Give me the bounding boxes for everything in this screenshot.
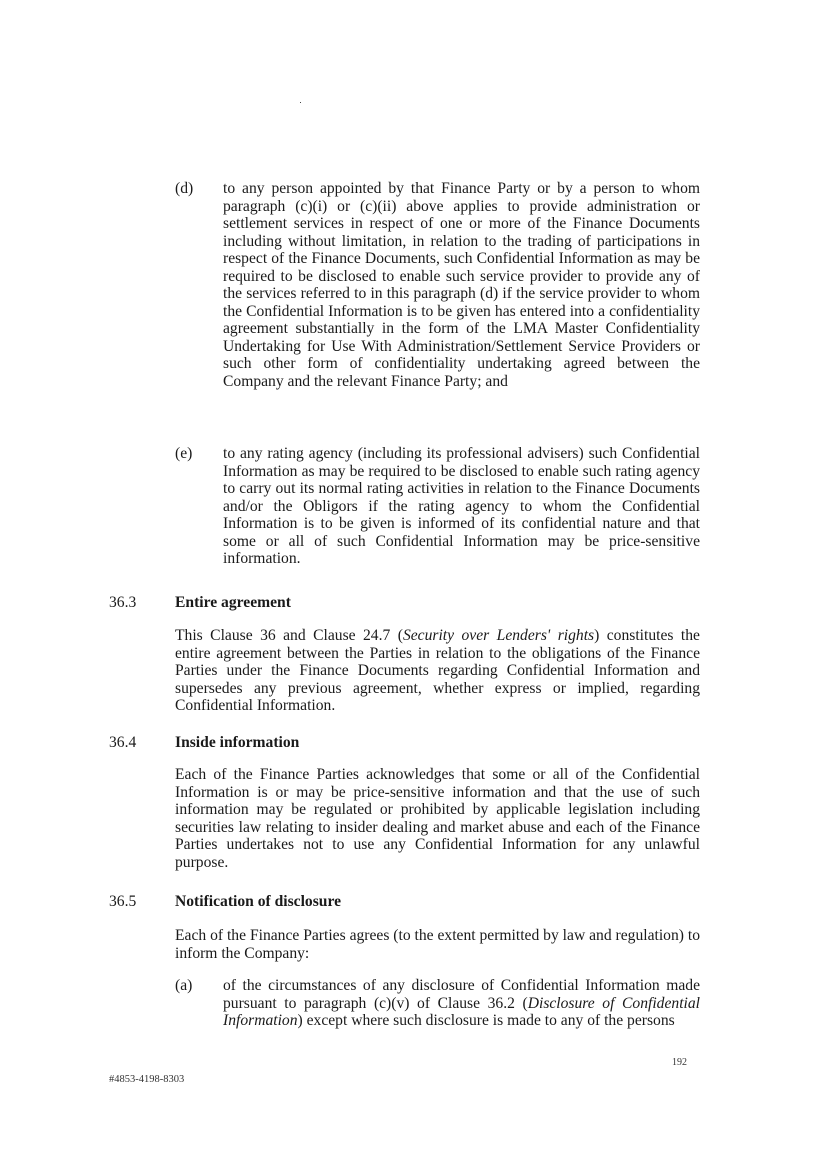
clause-36-3-text-after: ) constitutes the entire agreement between the Parties in relation to the obligations of the Finance Parties under the Finance Documents regarding Confidential Information and supersedes any previous agreement, whether express or implied, regarding Confidential Information. (175, 627, 700, 714)
clause-36-3-heading: Entire agreement (175, 594, 291, 611)
paragraph-d-text: to any person appointed by that Finance Party or by a person to whom paragraph (c)(i) or (c)(ii) above applies to provide administration or settlement services in respect of one or more of the Finance Documents including without limitation, in relation to the trading of participations in respect of the Finance Documents, such Confidential Information as may be required to be disclosed to enable such service provider to provide any of the services referred to in this paragraph (d) if the service provider to whom the Confidential Information is to be given has entered into a confidentiality agreement substantially in the form of the LMA Master Confidentiality Undertaking for Use With Administration/Settlement Service Providers or such other form of confidentiality undertaking agreed between the Company and the relevant Finance Party; and (223, 180, 700, 390)
paragraph-e-label: (e) (175, 445, 193, 462)
clause-36-3-text (175, 627, 700, 715)
clause-36-3-number: 36.3 (109, 594, 137, 611)
clause-36-3-text-italic: Security over Lenders' rights (402, 627, 595, 644)
clause-36-4-number: 36.4 (109, 734, 137, 751)
page-number: 192 (672, 1057, 687, 1068)
clause-36-5-a-label: (a) (175, 977, 193, 994)
paragraph-e-text: to any rating agency (including its professional advisers) such Confidential Information as may be required to be disclosed to enable such rating agency to carry out its normal rating activities in relation to the Finance Documents and/or the Obligors if the rating agency to whom the Confidential Information is to be given is informed of its confidential nature and that some or all of such Confidential Information may be price-sensitive information. (223, 445, 700, 567)
clause-36-5-text: Each of the Finance Parties agrees (to the extent permitted by law and regulation) to inform the Company: (175, 927, 700, 962)
clause-36-3-text-before: This Clause 36 and Clause 24.7 ( (175, 627, 403, 644)
clause-36-5-a-text (223, 977, 700, 1030)
clause-36-5-a-text-before: of the circumstances of any disclosure of Confidential Information made pursuant to paragraph (c)(v) of Clause 36.2 ( (223, 977, 700, 1012)
document-id: #4853-4198-8303 (109, 1074, 185, 1085)
paragraph-d-label: (d) (175, 180, 194, 197)
clause-36-5-heading: Notification of disclosure (175, 893, 342, 910)
clause-36-4-heading: Inside information (175, 734, 300, 751)
clause-36-4-text: Each of the Finance Parties acknowledges that some or all of the Confidential Information is or may be price-sensitive information and that the use of such information may be regulated or prohibited by applicable legislation including securities law relating to insider dealing and market abuse and each of the Finance Parties undertakes not to use any Confidential Information for any unlawful purpose. (175, 766, 700, 871)
clause-36-5-number: 36.5 (109, 893, 137, 910)
clause-36-5-a-text-italic: Disclosure of Confidential Information (223, 994, 700, 1029)
clause-36-5-a-text-after: ) except where such disclosure is made to any of the persons (297, 1012, 675, 1029)
scan-mark (300, 102, 301, 103)
